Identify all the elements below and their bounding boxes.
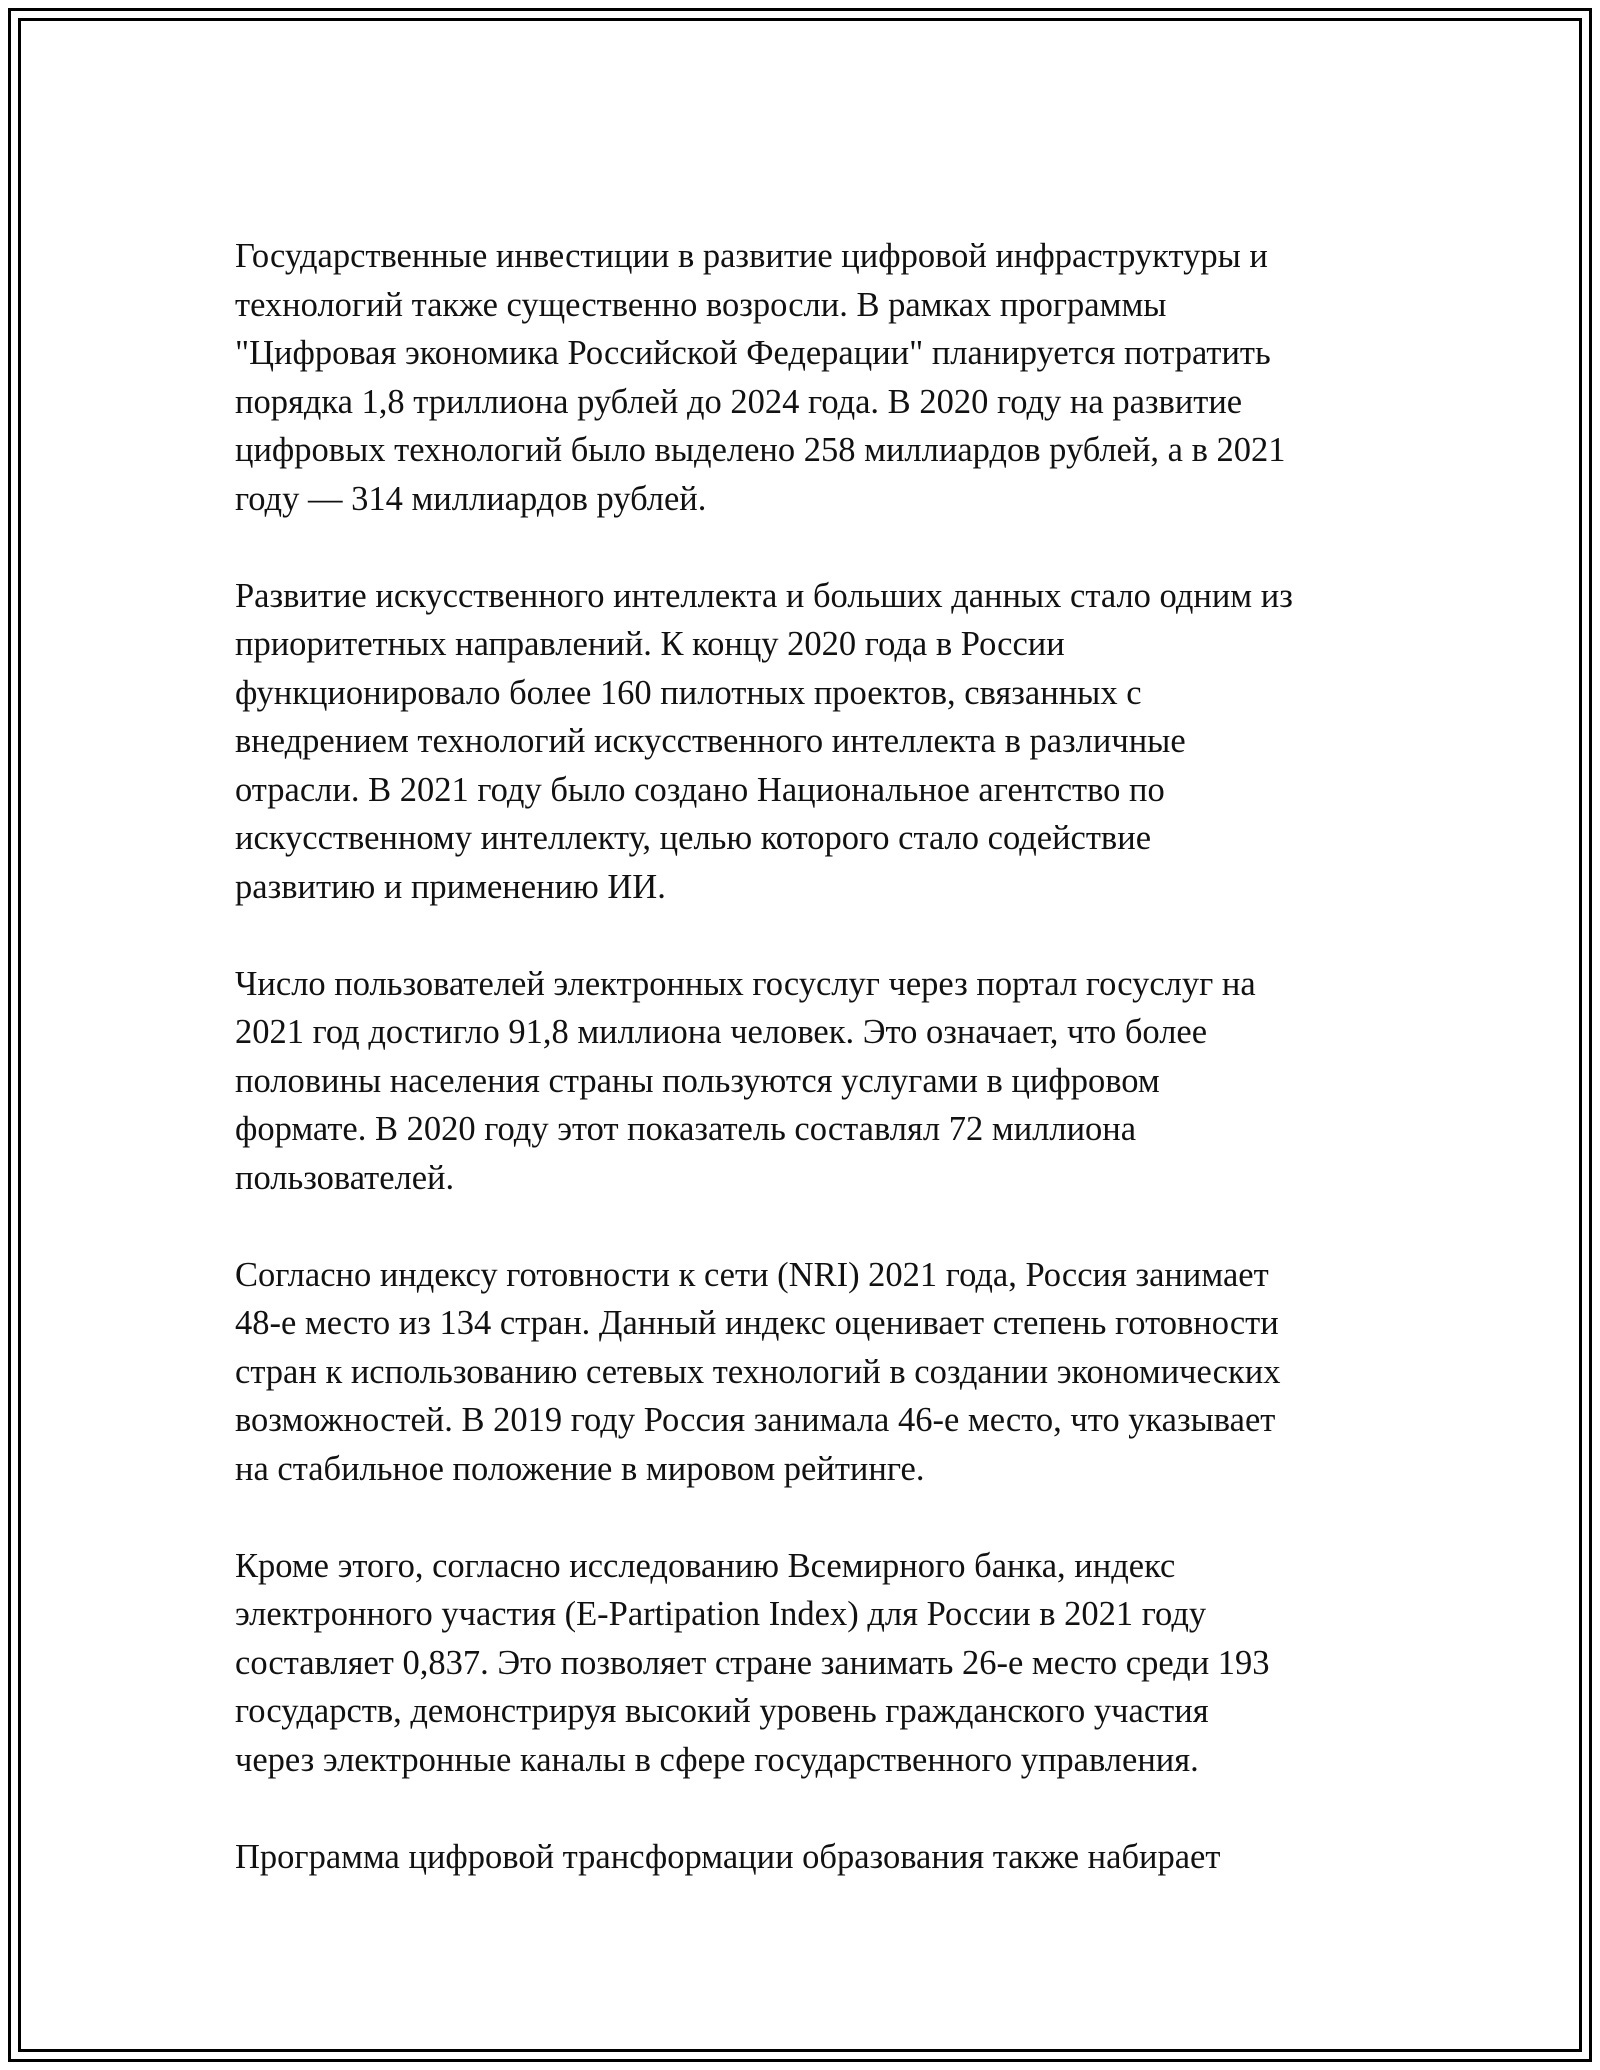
text-line: Число пользователей электронных госуслуг через портал госуслуг на: [235, 964, 1256, 1003]
text-line: искусственному интеллекту, целью которого стало содействие: [235, 819, 1152, 857]
paragraph-gosuslugi: [235, 960, 1385, 1203]
text-line: внедрением технологий искусственного интеллекта в различные: [235, 722, 1186, 760]
text-line: стран к использованию сетевых технологий в создании экономических: [235, 1352, 1281, 1391]
text-line: функционировало более 160 пилотных проектов, связанных с: [235, 673, 1142, 712]
paragraph-investments: [235, 232, 1385, 523]
text-line: пользователей.: [235, 1158, 455, 1197]
text-line: порядка 1,8 триллиона рублей до 2024 года. В 2020 году на развитие: [235, 382, 1243, 421]
text-line: государств, демонстрируя высокий уровень гражданского участия: [235, 1692, 1209, 1730]
paragraph-nri: [235, 1251, 1385, 1494]
text-line: технологий также существенно возросли. В рамках программы: [235, 285, 1167, 324]
text-line: Кроме этого, согласно исследованию Всемирного банка, индекс: [235, 1546, 1176, 1585]
paragraph-ai: [235, 572, 1385, 912]
text-line: Программа цифровой трансформации образования также набирает: [235, 1837, 1221, 1876]
text-line: электронного участия (E-Partipation Index) для России в 2021 году: [235, 1595, 1207, 1633]
text-line: возможностей. В 2019 году Россия занимала 46-е место, что указывает: [235, 1401, 1276, 1439]
text-line: 48-е место из 134 стран. Данный индекс оценивает степень готовности: [235, 1304, 1279, 1342]
text-line: Согласно индексу готовности к сети (NRI) 2021 года, Россия занимает: [235, 1255, 1269, 1294]
paragraph-e-participation: [235, 1542, 1385, 1785]
text-line: на стабильное положение в мировом рейтинге.: [235, 1449, 925, 1488]
text-line: "Цифровая экономика Российской Федерации" планируется потратить: [235, 334, 1271, 372]
document-body: [235, 232, 1385, 1930]
text-line: Государственные инвестиции в развитие цифровой инфраструктуры и: [235, 237, 1268, 275]
text-line: приоритетных направлений. К концу 2020 года в России: [235, 625, 1065, 663]
text-line: половины населения страны пользуются услугами в цифровом: [235, 1061, 1160, 1100]
text-line: году — 314 миллиардов рублей.: [235, 479, 707, 518]
text-line: через электронные каналы в сфере государственного управления.: [235, 1740, 1199, 1779]
text-line: составляет 0,837. Это позволяет стране занимать 26-е место среди 193: [235, 1643, 1270, 1682]
text-line: развитию и применению ИИ.: [235, 867, 666, 906]
paragraph-education: [235, 1833, 1385, 1882]
text-line: формате. В 2020 году этот показатель составлял 72 миллиона: [235, 1110, 1137, 1148]
text-line: Развитие искусственного интеллекта и больших данных стало одним из: [235, 576, 1293, 615]
text-line: отрасли. В 2021 году было создано Национальное агентство по: [235, 770, 1165, 809]
text-line: цифровых технологий было выделено 258 миллиардов рублей, а в 2021: [235, 431, 1286, 469]
text-line: 2021 год достигло 91,8 миллиона человек. Это означает, что более: [235, 1013, 1208, 1051]
